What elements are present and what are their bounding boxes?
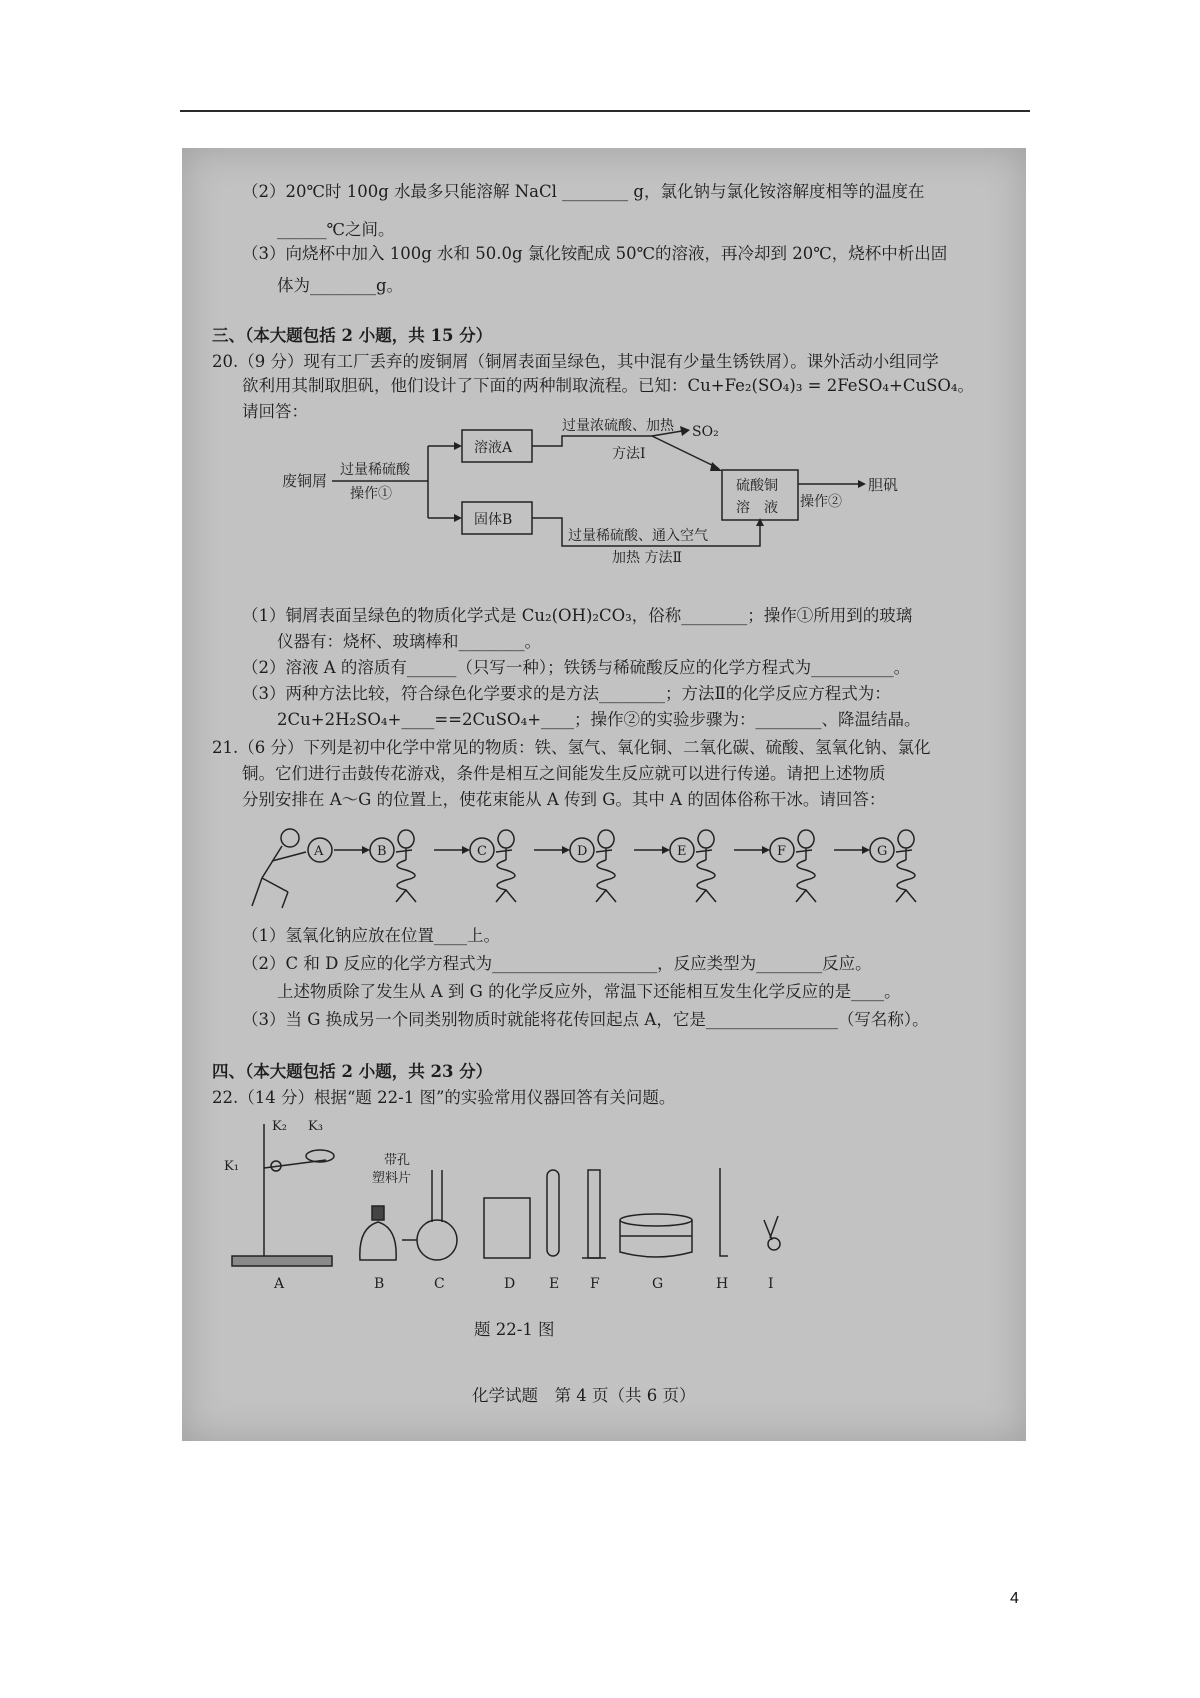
player-figure (696, 830, 716, 902)
flow-op1-top: 过量稀硫酸 (340, 462, 410, 478)
q20-line3: 请回答： (242, 402, 308, 421)
q21-part2-line1: （2）C 和 D 反应的化学方程式为____________________，反应类型为________反应。 (242, 954, 872, 973)
clamp-label-k3: K₃ (308, 1119, 323, 1134)
position-label: B (377, 844, 387, 859)
flow-op2-arrowhead (858, 480, 866, 488)
lab-apparatus-figure (222, 1110, 842, 1310)
apparatus-a-iron-stand (232, 1124, 334, 1266)
apparatus-label: C (434, 1276, 445, 1292)
position-label: D (577, 844, 588, 859)
flower-passing-game-figure (242, 816, 982, 916)
player-figure (396, 830, 416, 902)
q21-line2: 铜。它们进行击鼓传花游戏，条件是相互之间能发生反应就可以进行传递。请把上述物质 (242, 764, 886, 783)
pass-arrowhead (662, 846, 670, 854)
apparatus-i-clamp (764, 1216, 780, 1250)
q21-line3: 分别安排在 A～G 的位置上，使花束能从 A 传到 G。其中 A 的固体俗称干冰。请回答： (242, 790, 886, 809)
pass-arrowhead (462, 846, 470, 854)
clamp-label-k2: K₂ (272, 1119, 287, 1134)
q19-part2-line1: （2）20℃时 100g 水最多只能溶解 NaCl ________ g，氯化钠与氯化铵溶解度相等的温度在 (242, 182, 925, 201)
flow-so2-arrowhead (680, 426, 690, 436)
flow-method1-line (532, 436, 652, 446)
flow-method2-top: 过量稀硫酸、通入空气 (568, 528, 708, 544)
position-label: C (477, 844, 487, 859)
flow-box-a-label: 溶液A (474, 440, 513, 456)
apparatus-label: B (374, 1276, 385, 1292)
flow-method1-to-cu (652, 436, 718, 468)
flow-method1-bottom: 方法Ⅰ (612, 446, 646, 462)
scanned-exam-page (182, 148, 1026, 1441)
flow-arrowhead-a (454, 442, 462, 450)
apparatus-label: A (274, 1276, 285, 1292)
player-figure (796, 830, 816, 902)
player-a-figure (252, 829, 306, 908)
position-label: E (677, 844, 687, 859)
player-figure (496, 830, 516, 902)
flow-box-cu-line2: 溶 液 (736, 500, 778, 516)
plate-label-line1: 带孔 (384, 1153, 411, 1168)
q21-part2-line2: 上述物质除了发生从 A 到 G 的化学反应外，常温下还能相互发生化学反应的是____。 (277, 982, 901, 1001)
apparatus-h-tube (720, 1168, 728, 1256)
flow-box-b-label: 固体B (474, 512, 513, 528)
flow-op2-label: 操作② (800, 494, 842, 510)
player-figure (896, 830, 916, 902)
flow-op1-bottom: 操作① (350, 486, 392, 502)
q20-part3-line1: （3）两种方法比较，符合绿色化学要求的是方法________；方法Ⅱ的化学反应方程式为： (242, 684, 891, 703)
q21-part1: （1）氢氧化钠应放在位置____上。 (242, 926, 500, 945)
flow-box-cu-line1: 硫酸铜 (736, 478, 778, 494)
flow-method2-arrowhead (756, 518, 764, 526)
apparatus-label: F (590, 1276, 600, 1292)
position-a-label: A (314, 844, 324, 859)
section-4-heading: 四、（本大题包括 2 小题，共 23 分） (212, 1062, 493, 1081)
player-figure (596, 830, 616, 902)
plate-label-line2: 塑料片 (372, 1171, 412, 1186)
q19-part3-line2: 体为________g。 (277, 276, 404, 295)
pass-arrowhead (762, 846, 770, 854)
q21-part3: （3）当 G 换成另一个同类别物质时就能将花传回起点 A，它是________________（写名称）。 (242, 1010, 929, 1029)
apparatus-label: I (768, 1276, 774, 1292)
flow-method1-arrowhead (710, 462, 722, 471)
page-footer: 化学试题 第 4 页（共 6 页） (472, 1386, 696, 1405)
flow-method2-bottom: 加热 方法Ⅱ (612, 550, 682, 566)
position-label: G (877, 844, 888, 859)
q20-part1-line2: 仪器有：烧杯、玻璃棒和________。 (277, 632, 541, 651)
q20-line2: 欲利用其制取胆矾，他们设计了下面的两种制取流程。已知：Cu+Fe₂(SO₄)₃ = 2FeSO₄+CuSO₄。 (242, 376, 975, 395)
flow-start: 废铜屑 (282, 472, 328, 490)
copper-sulfate-flowchart (182, 418, 1026, 566)
apparatus-label: E (549, 1276, 560, 1292)
page-number: 4 (1010, 1590, 1019, 1607)
q20-part3-line2: 2Cu+2H₂SO₄+____==2CuSO₄+____；操作②的实验步骤为：________、降温结晶。 (277, 710, 921, 729)
apparatus-d-beaker (484, 1198, 530, 1258)
apparatus-label: H (716, 1276, 729, 1292)
flow-so2-label: SO₂ (692, 424, 719, 440)
q20-part2: （2）溶液 A 的溶质有______（只写一种）；铁锈与稀硫酸反应的化学方程式为__________。 (242, 658, 911, 677)
apparatus-label: D (504, 1276, 516, 1292)
flow-method1-top: 过量浓硫酸、加热 (562, 418, 674, 434)
clamp-label-k1: K₁ (224, 1159, 239, 1174)
pass-arrowhead (562, 846, 570, 854)
flow-arrowhead-b (454, 514, 462, 522)
apparatus-g-trough (620, 1214, 692, 1257)
apparatus-e-test-tube (547, 1170, 559, 1256)
q19-part3-line1: （3）向烧杯中加入 100g 水和 50.0g 氯化铵配成 50℃的溶液，再冷却到 20℃，烧杯中析出固 (242, 244, 948, 263)
q20-line1: 20.（9 分）现有工厂丢弃的废铜屑（铜屑表面呈绿色，其中混有少量生锈铁屑）。课外活动小组同学 (212, 352, 939, 371)
apparatus-f-graduated-cylinder (582, 1170, 606, 1258)
q20-part1-line1: （1）铜屑表面呈绿色的物质化学式是 Cu₂(OH)₂CO₃，俗称________；操作①所用到的玻璃 (242, 606, 913, 625)
figure-caption: 题 22-1 图 (474, 1320, 555, 1339)
flow-product: 胆矾 (868, 476, 899, 494)
apparatus-label: G (652, 1276, 664, 1292)
q22-line: 22.（14 分）根据“题 22-1 图”的实验常用仪器回答有关问题。 (212, 1088, 676, 1107)
q19-part2-line2: ______℃之间。 (277, 220, 395, 239)
header-rule (180, 110, 1030, 112)
q21-line1: 21.（6 分）下列是初中化学中常见的物质：铁、氢气、氧化铜、二氧化碳、硫酸、氢氧化钠、氯化 (212, 738, 931, 757)
position-label: F (777, 844, 787, 859)
apparatus-b-alcohol-lamp (360, 1206, 396, 1260)
pass-arrowhead (362, 846, 370, 854)
section-3-heading: 三、（本大题包括 2 小题，共 15 分） (212, 326, 493, 345)
pass-arrowhead (862, 846, 870, 854)
